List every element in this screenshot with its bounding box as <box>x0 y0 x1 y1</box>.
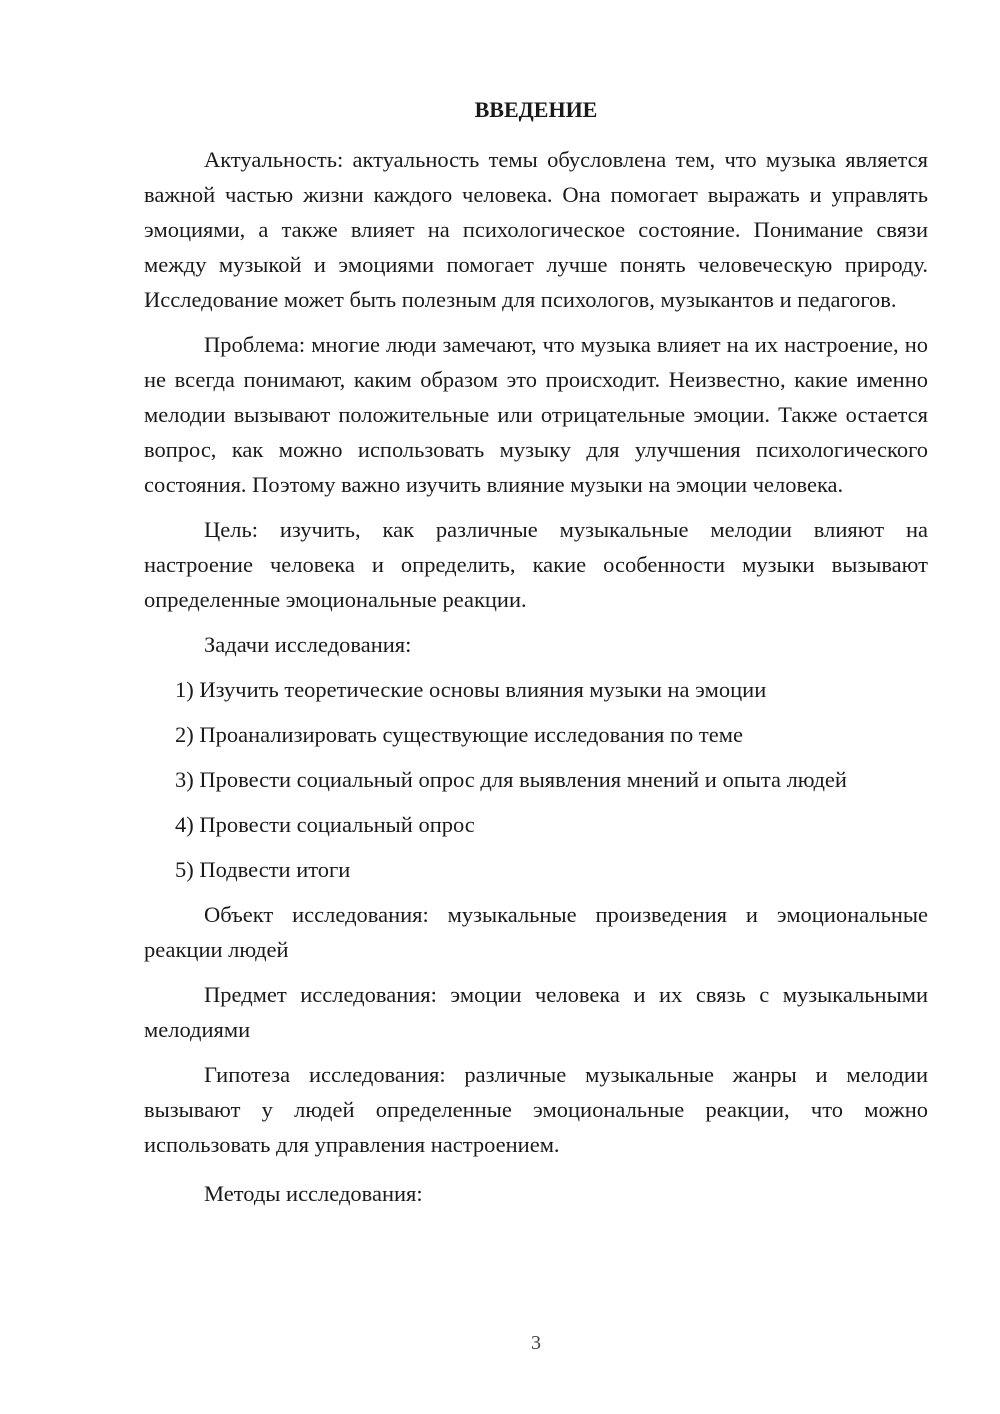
tasks-label: Задачи исследования: <box>204 632 412 657</box>
list-item: 2) Проанализировать существующие исследования по теме <box>175 722 743 747</box>
list-item: 1) Изучить теоретические основы влияния музыки на эмоции <box>175 677 767 702</box>
section-heading: ВВЕДЕНИЕ <box>474 97 598 122</box>
goal-paragraph: Цель: изучить, как различные музыкальные мелодии влияют на настроение человека и определить, какие особенности музыки вызывают определенные эмоциональные реакции. <box>144 517 928 612</box>
list-item: 3) Провести социальный опрос для выявления мнений и опыта людей <box>175 767 847 792</box>
methods-label: Методы исследования: <box>204 1181 423 1206</box>
object-paragraph: Объект исследования: музыкальные произведения и эмоциональные реакции людей <box>144 902 928 962</box>
tasks-list <box>144 672 928 887</box>
problem-paragraph: Проблема: многие люди замечают, что музыка влияет на их настроение, но не всегда понимают, каким образом это происходит. Неизвестно, какие именно мелодии вызывают положительные или отрицательные эмоции. Также остается вопрос, как можно использовать музыку для улучшения психологического состояния. Поэтому важно изучить влияние музыки на эмоции человека. <box>144 332 928 497</box>
list-item: 5) Подвести итоги <box>175 857 351 882</box>
list-item: 4) Провести социальный опрос <box>175 812 475 837</box>
page-number: 3 <box>531 1332 541 1354</box>
hypothesis-paragraph: Гипотеза исследования: различные музыкальные жанры и мелодии вызывают у людей определенные эмоциональные реакции, что можно использовать для управления настроением. <box>144 1062 928 1157</box>
relevance-paragraph: Актуальность: актуальность темы обусловлена тем, что музыка является важной частью жизни каждого человека. Она помогает выражать и управлять эмоциями, а также влияет на психологическое состояние. Понимание связи между музыкой и эмоциями помогает лучше понять человеческую природу. Исследование может быть полезным для психологов, музыкантов и педагогов. <box>144 147 928 312</box>
subject-paragraph: Предмет исследования: эмоции человека и их связь с музыкальными мелодиями <box>144 982 928 1042</box>
page-content <box>144 92 928 1221</box>
